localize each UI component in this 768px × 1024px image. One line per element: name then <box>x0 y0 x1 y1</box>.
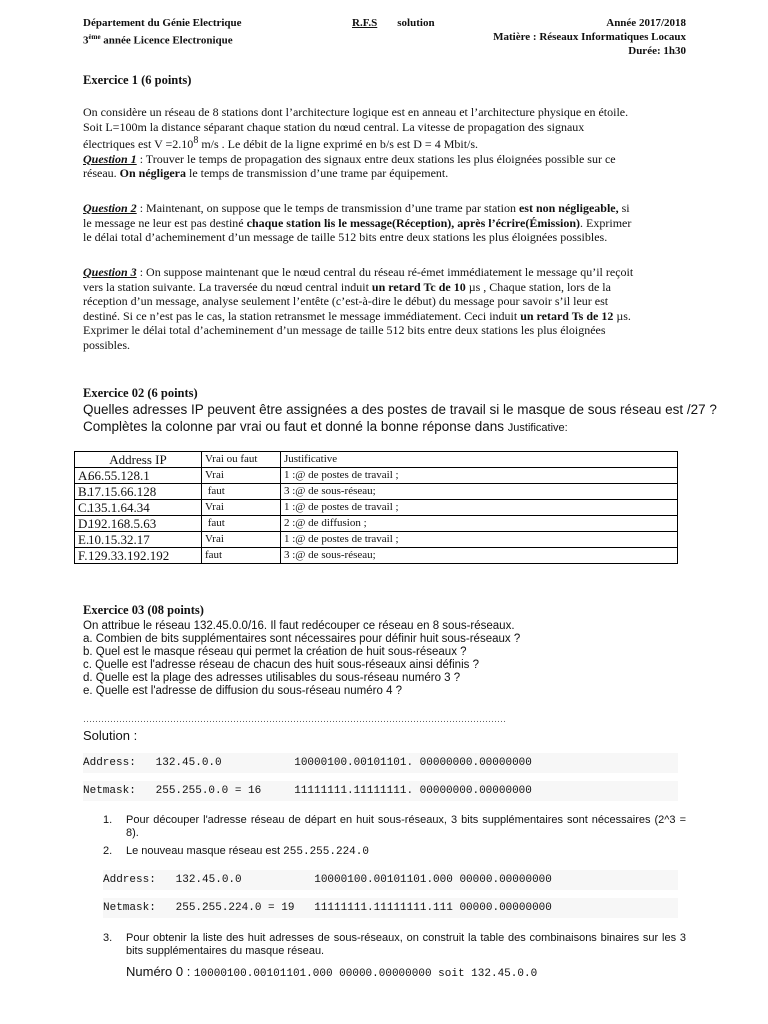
address-line-2: Address: 132.45.0.0 10000100.00101101.000 00000.00000000 <box>103 870 678 890</box>
ip-header-justif: Justificative <box>281 452 678 468</box>
ip-value: 17.15.66.128 <box>88 484 157 499</box>
header-year-num: 3 <box>83 34 89 47</box>
item-2-number: 2. <box>103 845 113 857</box>
ex1-q2-text-b: si <box>618 201 630 215</box>
item-3-text: Pour obtenir la liste des huit adresses de sous-réseaux, on construit la table des combinaisons binaires sur les 3 bits supplémentaires du masque réseau. <box>126 932 686 957</box>
vf-cell: Vrai <box>202 532 281 548</box>
header-annee: Année 2017/2018 <box>606 17 686 29</box>
solution-label: Solution : <box>83 728 138 743</box>
header-level-text: année Licence Electronique <box>100 34 233 47</box>
ex1-q1-label: Question 1 <box>83 151 137 166</box>
numero-0-line <box>126 963 537 981</box>
ip-cell <box>75 500 202 516</box>
ex1-intro-line3 <box>83 134 685 152</box>
ex1-q3-text: : On suppose maintenant que le nœud central du réseau ré-émet immédiatement le message qu’il reçoit <box>136 265 634 279</box>
header-rfs-text: R.F.S <box>352 17 378 29</box>
ip-value: 66.55.128.1 <box>88 468 150 483</box>
header-matiere: Matière : Réseaux Informatiques Locaux <box>493 31 686 43</box>
ex1-q3-bold1: un retard Tc de 10 <box>371 279 466 294</box>
justif-cell: 1 :@ de postes de travail ; <box>281 468 678 484</box>
justif-cell: 1 :@ de postes de travail ; <box>281 500 678 516</box>
row-letter: E. <box>78 532 90 547</box>
netmask-line-2: Netmask: 255.255.224.0 = 19 11111111.11111111.111 00000.00000000 <box>103 898 678 918</box>
item-2-text-a: Le nouveau masque réseau est <box>126 845 284 857</box>
row-letter: F. <box>78 548 88 563</box>
ex1-q3-line2a: vers la station suivante. La traversée du nœud central induit <box>83 279 372 294</box>
ip-cell <box>75 532 202 548</box>
ex1-q3-line4a: destiné. Si ce n’est pas le cas, la station retransmet le message immédiatement. Ceci induit <box>83 308 521 323</box>
ex1-q1-line1 <box>83 152 685 167</box>
ex1-q2-line3: le délai total d’acheminement d’un message de taille 512 bits entre deux stations les plus éloignées possibles. <box>83 230 608 244</box>
ip-value: 192.168.5.63 <box>88 516 157 531</box>
item-3-number: 3. <box>103 932 113 944</box>
ex1-q2-text: : Maintenant, on suppose que le temps de transmission d’une trame par station <box>136 201 519 215</box>
ex1-q3-bold2: un retard Ts de 12 <box>520 308 614 323</box>
ex3-qb: b. Quel est le masque réseau qui permet la création de huit sous-réseaux ? <box>83 646 467 658</box>
ex1-q2 <box>83 201 685 245</box>
ex1-intro-line2: Soit L=100m la distance séparant chaque station du nœud central. La vitesse de propagation des signaux <box>83 119 585 134</box>
justif-cell: 2 :@ de diffusion ; <box>281 516 678 532</box>
ex3-dots: …………………………………………………………………………………………………………………………… <box>83 714 506 724</box>
row-letter: D. <box>78 516 91 531</box>
ex1-q2-bold1: est non négligeable, <box>518 201 619 215</box>
ex1-q1-bold: On négligera <box>119 166 186 180</box>
ex1-q2-line2 <box>83 216 685 231</box>
ip-cell <box>75 548 202 564</box>
justif-cell: 3 :@ de sous-réseau; <box>281 484 678 500</box>
ex1-q3-line4b: µs. <box>613 308 631 323</box>
ip-cell <box>75 516 202 532</box>
item-1-text: Pour découper l'adresse réseau de départ en huit sous-réseaux, 3 bits supplémentaires sont nécessaires (2^3 = 8). <box>126 814 686 839</box>
item-2-mask: 255.255.224.0 <box>283 846 369 858</box>
ex3-intro: On attribue le réseau 132.45.0.0/16. Il faut redécouper ce réseau en 8 sous-réseaux. <box>83 620 515 632</box>
ex1-q2-line2b: . Exprimer <box>580 215 632 230</box>
ex1-intro-exponent: 8 <box>193 135 199 146</box>
table-row <box>75 532 678 548</box>
vf-cell: Vrai <box>202 468 281 484</box>
vf-cell: faut <box>202 516 281 532</box>
ex1-q3-line2b: µs , Chaque station, lors de la <box>465 279 611 294</box>
ex2-title: Exercice 02 (6 points) <box>83 386 198 400</box>
ex1-q3-line3: réception d’un message, analyse seulement l’entête (c’est-à-dire le début) du message pour savoir s’il leur est <box>83 294 609 308</box>
ip-cell <box>75 484 202 500</box>
justif-cell: 3 :@ de sous-réseau; <box>281 548 678 564</box>
ex1-q3-line5: Exprimer le délai total d’acheminement d’un message de taille 512 bits entre deux stations les plus éloignées <box>83 323 606 337</box>
ex1-q2-line2a: le message ne leur est pas destiné <box>83 215 247 230</box>
ex3-qc: c. Quelle est l'adresse réseau de chacun des huit sous-réseaux ainsi définis ? <box>83 659 479 671</box>
vf-cell: Vrai <box>202 500 281 516</box>
table-row <box>75 468 678 484</box>
ex1-q1-line2b: le temps de transmission d’une trame par équipement. <box>185 166 449 180</box>
table-row <box>75 548 678 564</box>
ex3-qe: e. Quelle est l'adresse de diffusion du sous-réseau numéro 4 ? <box>83 685 403 697</box>
ex1-q3-label: Question 3 <box>83 265 137 279</box>
ip-table <box>74 451 678 564</box>
ex1-q1-line2a: réseau. <box>83 166 120 180</box>
row-letter: C. <box>78 500 90 515</box>
ex3-qd: d. Quelle est la plage des adresses utilisables du sous-réseau numéro 3 ? <box>83 672 461 684</box>
ex1-q1-text: : Trouver le temps de propagation des signaux entre deux stations les plus éloignées possible sur ce <box>136 151 616 166</box>
ex1-q2-bold2: chaque station lis le message(Réception), après l’écrire(Émission) <box>246 215 581 230</box>
table-row <box>75 484 678 500</box>
ip-table-header <box>75 452 678 468</box>
ex2-line1: Quelles adresses IP peuvent être assignées a des postes de travail si le masque de sous réseau est /27 ? <box>83 402 717 417</box>
ip-cell <box>75 468 202 484</box>
justif-cell: 1 :@ de postes de travail ; <box>281 532 678 548</box>
ex1-intro-line3b: m/s . Le débit de la ligne exprimé en b/s est D = 4 Mbit/s. <box>198 137 479 151</box>
header-level <box>83 31 233 48</box>
item-1-number: 1. <box>103 814 113 826</box>
header-department: Département du Génie Electrique <box>83 17 242 29</box>
ex2-line2a: Complètes la colonne par vrai ou faut et donné la bonne réponse dans <box>83 419 508 434</box>
ex1-q3-line1 <box>83 265 685 280</box>
row-letter: A. <box>78 468 91 483</box>
ip-value: 10.15.32.17 <box>88 532 150 547</box>
ex1-title: Exercice 1 (6 points) <box>83 73 192 87</box>
ex2-line2b: Justificative: <box>507 422 568 434</box>
ip-header-vf: Vrai ou faut <box>202 452 281 468</box>
ex2-line2 <box>83 419 568 436</box>
ip-value: 129.33.192.192 <box>88 548 170 563</box>
vf-cell: faut <box>202 484 281 500</box>
ex1-q3 <box>83 265 685 352</box>
header-duree: Durée: 1h30 <box>628 45 686 57</box>
header-rfs <box>352 17 435 30</box>
ip-header-address: Address IP <box>75 452 202 468</box>
numero-0-label: Numéro 0 : <box>126 964 194 979</box>
ex1-intro-line3a: électriques est V =2.10 <box>83 137 194 151</box>
ex1-intro <box>83 105 685 181</box>
item-2-text <box>126 845 686 859</box>
numero-0-value: 10000100.00101101.000 00000.00000000 soit 132.45.0.0 <box>193 968 538 980</box>
ex3-title: Exercice 03 (08 points) <box>83 603 204 617</box>
ex1-q1-line2 <box>83 166 685 181</box>
ex3-qa: a. Combien de bits supplémentaires sont nécessaires pour définir huit sous-réseaux ? <box>83 633 521 645</box>
header-year-sup: ème <box>88 33 101 41</box>
ex1-intro-line1: On considère un réseau de 8 stations dont l’architecture logique est en anneau et l’architecture physique en étoile. <box>83 105 629 119</box>
address-line-1: Address: 132.45.0.0 10000100.00101101. 00000000.00000000 <box>83 753 678 773</box>
ex3-questions <box>83 620 520 698</box>
header-solution: solution <box>397 17 435 29</box>
ex1-q2-label: Question 2 <box>83 201 137 215</box>
ex1-q3-line2 <box>83 280 685 295</box>
table-row <box>75 500 678 516</box>
netmask-line-1: Netmask: 255.255.0.0 = 16 11111111.11111111. 00000000.00000000 <box>83 781 678 801</box>
ex1-q3-line4 <box>83 309 685 324</box>
row-letter: B. <box>78 484 90 499</box>
vf-cell: faut <box>202 548 281 564</box>
ip-value: 135.1.64.34 <box>88 500 150 515</box>
table-row <box>75 516 678 532</box>
ex1-q3-line6: possibles. <box>83 337 131 352</box>
ex1-q2-line1 <box>83 201 685 216</box>
